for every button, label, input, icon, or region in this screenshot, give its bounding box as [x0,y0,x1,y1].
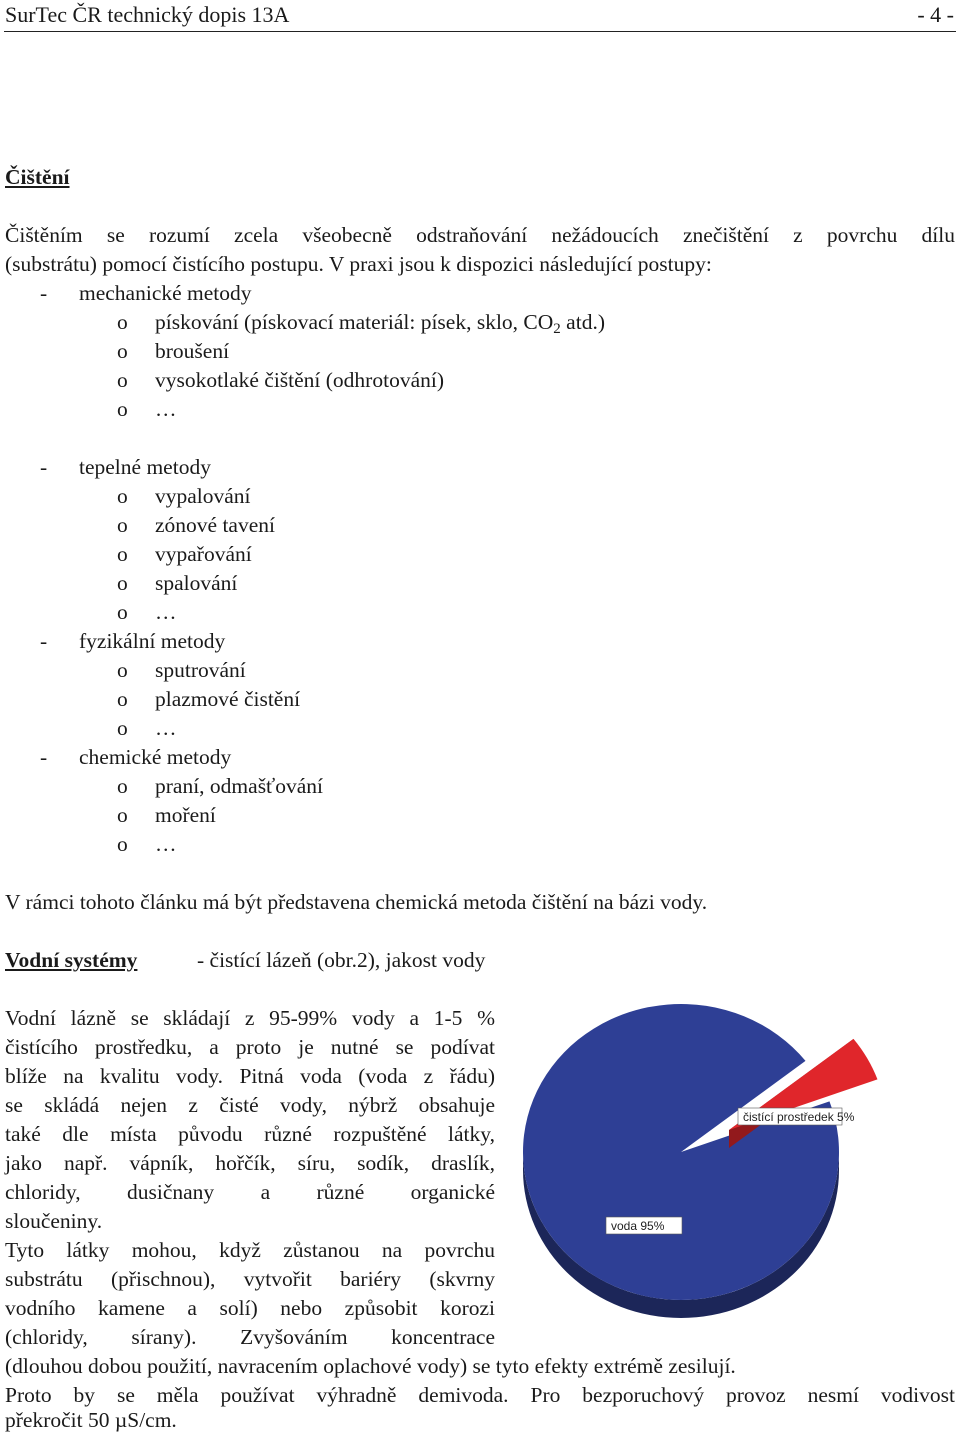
label-prostredek: čistící prostředek 5% [743,1110,855,1124]
body-line: chloridy, dusičnany a různé organické [5,1180,495,1204]
list-item: praní, odmašťování [155,774,324,798]
list-bullet: o [117,658,128,682]
list-dash: - [40,745,48,769]
list-bullet: o [117,687,128,711]
list-bullet: o [117,600,128,624]
list-item: zónové tavení [155,513,275,537]
list-item: … [155,832,177,856]
list-bullet: o [117,832,128,856]
group-label-thermal: tepelné metody [79,455,211,479]
list-item [155,308,605,337]
body-line: vodního kamene a solí) nebo způsobit korozi [5,1296,495,1320]
body-line: Vodní lázně se skládají z 95-99% vody a 1-5 % [5,1006,495,1030]
body-line: substrátu (přischnou), vytvořit bariéry (skvrny [5,1267,495,1291]
list-item: … [155,397,177,421]
group-label-chemical: chemické metody [79,745,232,769]
list-bullet: o [117,368,128,392]
list-item: plazmové čistění [155,687,301,711]
body-line: (chloridy, sírany). Zvyšováním koncentrace [5,1325,495,1349]
list-item: vypařování [155,542,252,566]
label-voda: voda 95% [611,1219,665,1233]
list-bullet: o [117,803,128,827]
list-item-text: pískování (pískovací materiál: písek, sklo, CO [155,310,554,334]
header-title: SurTec ČR technický dopis 13A [5,2,290,27]
list-item: … [155,716,177,740]
list-bullet: o [117,716,128,740]
body-line: jako např. vápník, hořčík, síru, sodík, draslík, [5,1151,495,1175]
list-item: broušení [155,339,230,363]
intro-line-2: (substrátu) pomocí čistícího postupu. V praxi jsou k dispozici následující postupy: [5,252,712,276]
list-item: vysokotlaké čištění (odhrotování) [155,368,444,392]
list-bullet: o [117,310,128,334]
body-line: se skládá nejen z čisté vody, nýbrž obsahuje [5,1093,495,1117]
body-line: Tyto látky mohou, když zůstanou na povrchu [5,1238,495,1262]
list-item: sputrování [155,658,246,682]
subsection-subtitle: - čistící lázeň (obr.2), jakost vody [197,948,486,972]
pie-chart [516,1002,936,1332]
body-line: také dle místa původu různé rozpuštěné látky, [5,1122,495,1146]
section-title: Čištění [5,165,70,189]
list-bullet: o [117,484,128,508]
body-line: blíže na kvalitu vody. Pitná voda (voda z řádu) [5,1064,495,1088]
list-dash: - [40,629,48,653]
list-item: … [155,600,177,624]
list-dash: - [40,455,48,479]
header-rule [4,31,956,32]
page-number: - 4 - [917,2,954,27]
intro-line-1: Čištěním se rozumí zcela všeobecně odstraňování nežádoucích znečištění z povrchu dílu [5,223,955,247]
list-dash: - [40,281,48,305]
chem-sentence: V rámci tohoto článku má být představena chemická metoda čištění na bázi vody. [5,890,708,914]
list-bullet: o [117,513,128,537]
group-label-mechanical: mechanické metody [79,281,252,305]
list-item: vypalování [155,484,251,508]
list-item-text: atd.) [560,310,605,334]
body-line: čistícího prostředku, a proto je nutné se podívat [5,1035,495,1059]
body-line: Proto by se měla používat výhradně demivoda. Pro bezporuchový provoz nesmí vodivost [5,1383,955,1407]
pie-slice-voda [523,1004,839,1300]
subsection-title: Vodní systémy [5,948,138,972]
subscript: 2 [553,321,561,337]
list-bullet: o [117,397,128,421]
list-bullet: o [117,571,128,595]
body-line: překročit 50 µS/cm. [5,1408,177,1432]
group-label-physical: fyzikální metody [79,629,226,653]
list-bullet: o [117,542,128,566]
list-bullet: o [117,339,128,363]
list-bullet: o [117,774,128,798]
body-line: sloučeniny. [5,1209,103,1233]
body-line: (dlouhou dobou použití, navracením oplachové vody) se tyto efekty extrémě zesilují. [5,1354,736,1378]
list-item: moření [155,803,216,827]
list-item: spalování [155,571,238,595]
